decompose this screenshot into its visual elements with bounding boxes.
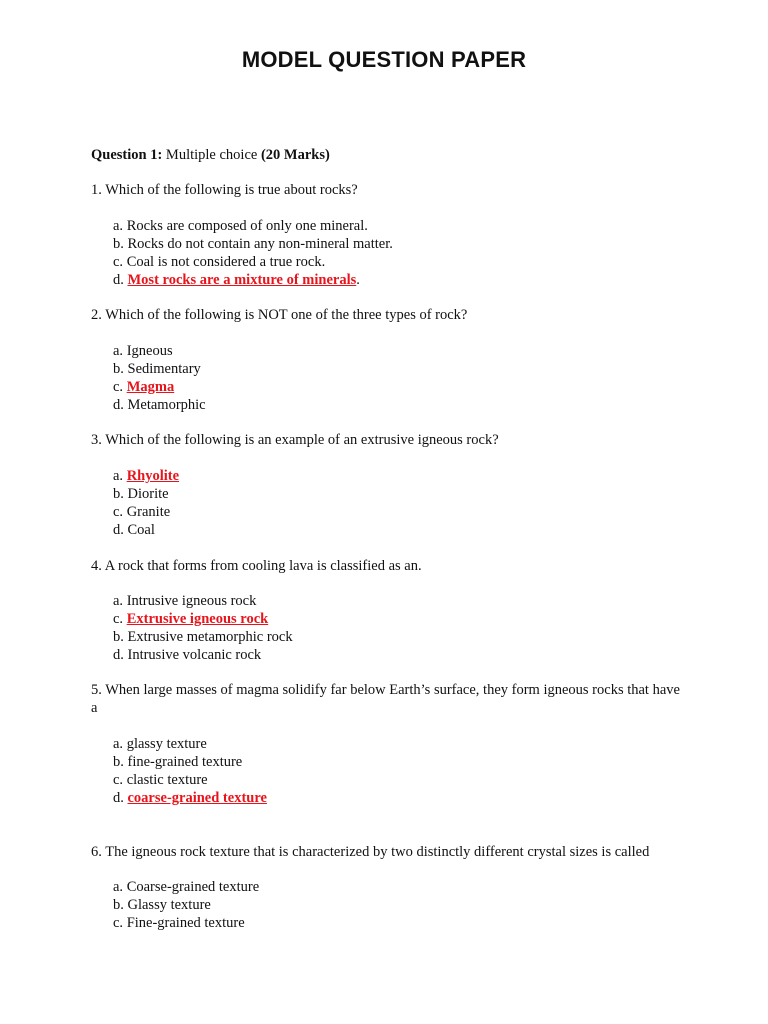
question-5-option-d: d. coarse-grained texture (113, 790, 267, 806)
question-1-stem: 1. Which of the following is true about rocks? (91, 182, 358, 198)
question-4-stem: 4. A rock that forms from cooling lava is classified as an. (91, 558, 422, 574)
question-4-option-d: d. Intrusive volcanic rock (113, 647, 262, 663)
correct-answer: coarse-grained texture (127, 790, 267, 806)
question-2-option-d: d. Metamorphic (113, 397, 206, 413)
question-4-option-a: a. Intrusive igneous rock (113, 593, 257, 609)
question-6-option-b: b. Glassy texture (113, 897, 211, 913)
page-title: MODEL QUESTION PAPER (241, 47, 527, 72)
correct-answer: Rhyolite (126, 468, 180, 484)
question-1-option-c: c. Coal is not considered a true rock. (113, 254, 326, 270)
question-3-option-d: d. Coal (113, 522, 155, 538)
question-3-option-a: a. Rhyolite (113, 468, 180, 484)
question-3-stem: 3. Which of the following is an example of an extrusive igneous rock? (91, 432, 499, 448)
correct-answer: Extrusive igneous rock (126, 611, 269, 627)
question-1-option-a: a. Rocks are composed of only one mineral. (113, 218, 368, 234)
question-3-option-c: c. Granite (113, 504, 171, 520)
question-3-option-b: b. Diorite (113, 486, 169, 502)
correct-answer: Most rocks are a mixture of minerals (127, 272, 357, 288)
question-5-option-a: a. glassy texture (113, 736, 207, 752)
section-text: Multiple choice (162, 147, 261, 163)
question-6-option-c: c. Fine-grained texture (113, 915, 245, 931)
question-1-option-d: d. Most rocks are a mixture of minerals. (113, 272, 360, 288)
question-1-option-b: b. Rocks do not contain any non-mineral matter. (113, 236, 393, 252)
question-2-option-a: a. Igneous (113, 343, 173, 359)
question-2-option-c: c. Magma (113, 379, 175, 395)
question-5-option-c: c. clastic texture (113, 772, 208, 788)
question-4-option-c: c. Extrusive igneous rock (113, 611, 269, 627)
question-2-option-b: b. Sedimentary (113, 361, 201, 377)
question-6-option-a: a. Coarse-grained texture (113, 879, 260, 895)
question-5-stem: 5. When large masses of magma solidify far below Earth’s surface, they form igneous rocks that have a (91, 682, 680, 716)
section-heading (91, 146, 330, 164)
question-5-option-b: b. fine-grained texture (113, 754, 243, 770)
correct-answer: Magma (126, 379, 175, 395)
question-6-stem: 6. The igneous rock texture that is characterized by two distinctly different crystal sizes is called (91, 844, 650, 860)
question-2-stem: 2. Which of the following is NOT one of the three types of rock? (91, 307, 468, 323)
section-marks: (20 Marks) (260, 147, 330, 163)
question-4-option-b: b. Extrusive metamorphic rock (113, 629, 293, 645)
section-label: Question 1: (91, 147, 163, 163)
